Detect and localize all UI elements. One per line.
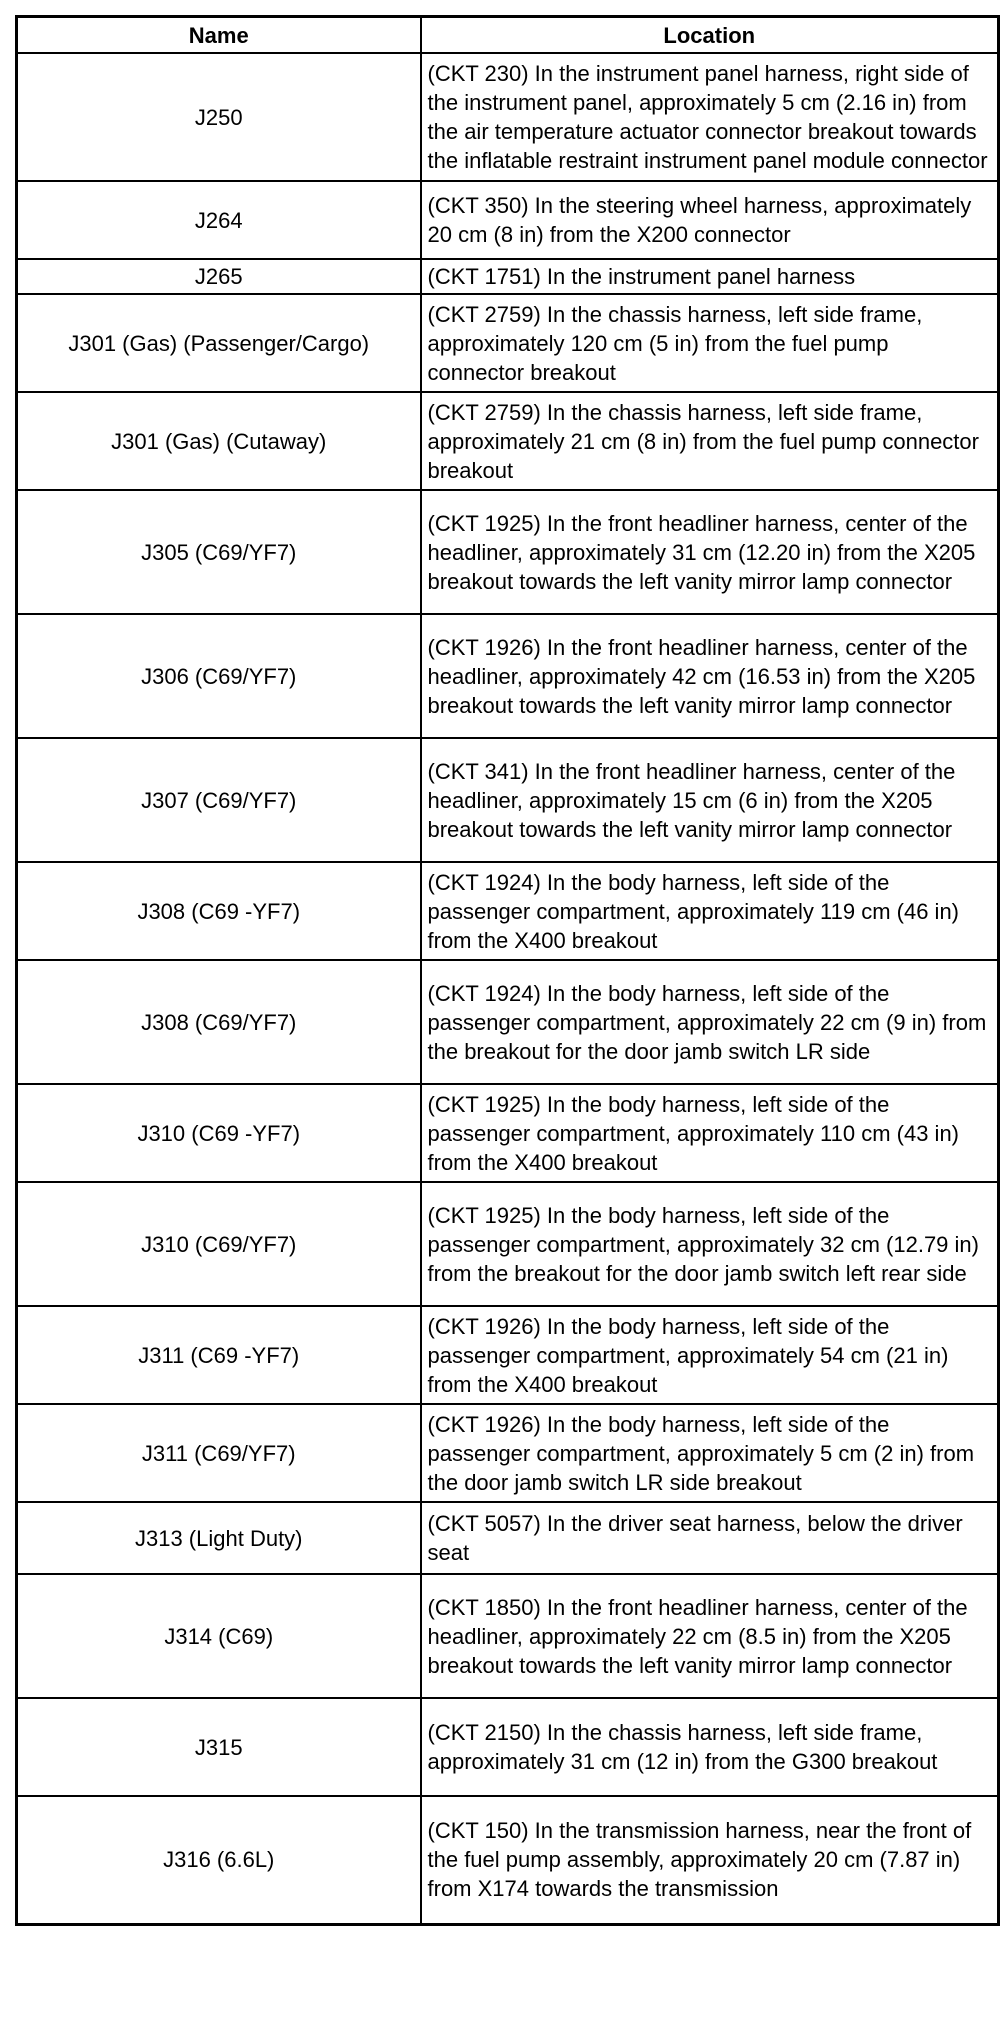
splice-name-cell: J301 (Gas) (Passenger/Cargo) [17, 294, 421, 392]
splice-name-cell: J315 [17, 1698, 421, 1796]
splice-location-table [15, 15, 1000, 1926]
splice-location-cell: (CKT 1925) In the body harness, left side of the passenger compartment, approximately 110 cm (43 in) from the X400 breakout [421, 1084, 999, 1182]
splice-name-cell: J305 (C69/YF7) [17, 490, 421, 614]
name-column-header: Name [17, 17, 421, 54]
splice-name-cell: J310 (C69 -YF7) [17, 1084, 421, 1182]
header-row [17, 17, 999, 54]
table-row [17, 1404, 999, 1502]
splice-location-cell: (CKT 2150) In the chassis harness, left side frame, approximately 31 cm (12 in) from the G300 breakout [421, 1698, 999, 1796]
splice-name-cell: J306 (C69/YF7) [17, 614, 421, 738]
table-row [17, 392, 999, 490]
splice-name-cell: J264 [17, 181, 421, 259]
splice-location-cell: (CKT 341) In the front headliner harness, center of the headliner, approximately 15 cm (6 in) from the X205 breakout towards the left vanity mirror lamp connector [421, 738, 999, 862]
splice-location-cell: (CKT 1926) In the front headliner harness, center of the headliner, approximately 42 cm (16.53 in) from the X205 breakout towards the left vanity mirror lamp connector [421, 614, 999, 738]
table-row [17, 614, 999, 738]
splice-name-cell: J313 (Light Duty) [17, 1502, 421, 1574]
table-row [17, 960, 999, 1084]
table-row [17, 738, 999, 862]
splice-location-cell: (CKT 150) In the transmission harness, near the front of the fuel pump assembly, approximately 20 cm (7.87 in) from X174 towards the transmission [421, 1796, 999, 1924]
table-row [17, 53, 999, 181]
splice-name-cell: J308 (C69/YF7) [17, 960, 421, 1084]
splice-name-cell: J301 (Gas) (Cutaway) [17, 392, 421, 490]
table-row [17, 1796, 999, 1924]
splice-name-cell: J250 [17, 53, 421, 181]
table-row [17, 862, 999, 960]
splice-name-cell: J265 [17, 259, 421, 294]
splice-name-cell: J308 (C69 -YF7) [17, 862, 421, 960]
table-row [17, 259, 999, 294]
splice-location-cell: (CKT 1926) In the body harness, left side of the passenger compartment, approximately 54 cm (21 in) from the X400 breakout [421, 1306, 999, 1404]
table-row [17, 1182, 999, 1306]
table-row [17, 1084, 999, 1182]
location-column-header: Location [421, 17, 999, 54]
splice-location-cell: (CKT 350) In the steering wheel harness, approximately 20 cm (8 in) from the X200 connector [421, 181, 999, 259]
table-row [17, 1306, 999, 1404]
splice-location-cell: (CKT 2759) In the chassis harness, left side frame, approximately 21 cm (8 in) from the fuel pump connector breakout [421, 392, 999, 490]
splice-location-cell: (CKT 1924) In the body harness, left side of the passenger compartment, approximately 22 cm (9 in) from the breakout for the door jamb switch LR side [421, 960, 999, 1084]
splice-name-cell: J314 (C69) [17, 1574, 421, 1698]
splice-location-cell: (CKT 1850) In the front headliner harness, center of the headliner, approximately 22 cm (8.5 in) from the X205 breakout towards the left vanity mirror lamp connector [421, 1574, 999, 1698]
table-row [17, 1574, 999, 1698]
table-row [17, 294, 999, 392]
splice-location-cell: (CKT 2759) In the chassis harness, left side frame, approximately 120 cm (5 in) from the fuel pump connector breakout [421, 294, 999, 392]
splice-location-cell: (CKT 5057) In the driver seat harness, below the driver seat [421, 1502, 999, 1574]
splice-location-table-wrapper [15, 15, 997, 1926]
table-row [17, 1502, 999, 1574]
splice-location-cell: (CKT 1925) In the front headliner harness, center of the headliner, approximately 31 cm (12.20 in) from the X205 breakout towards the left vanity mirror lamp connector [421, 490, 999, 614]
splice-location-cell: (CKT 1924) In the body harness, left side of the passenger compartment, approximately 119 cm (46 in) from the X400 breakout [421, 862, 999, 960]
table-row [17, 181, 999, 259]
splice-name-cell: J311 (C69 -YF7) [17, 1306, 421, 1404]
table-row [17, 490, 999, 614]
splice-location-cell: (CKT 1751) In the instrument panel harness [421, 259, 999, 294]
splice-location-cell: (CKT 1926) In the body harness, left side of the passenger compartment, approximately 5 cm (2 in) from the door jamb switch LR side breakout [421, 1404, 999, 1502]
splice-name-cell: J310 (C69/YF7) [17, 1182, 421, 1306]
splice-name-cell: J307 (C69/YF7) [17, 738, 421, 862]
splice-name-cell: J311 (C69/YF7) [17, 1404, 421, 1502]
splice-location-cell: (CKT 1925) In the body harness, left side of the passenger compartment, approximately 32 cm (12.79 in) from the breakout for the door jamb switch left rear side [421, 1182, 999, 1306]
splice-name-cell: J316 (6.6L) [17, 1796, 421, 1924]
splice-location-cell: (CKT 230) In the instrument panel harness, right side of the instrument panel, approximately 5 cm (2.16 in) from the air temperature actuator connector breakout towards the inflatable restraint instrument panel module connector [421, 53, 999, 181]
table-row [17, 1698, 999, 1796]
